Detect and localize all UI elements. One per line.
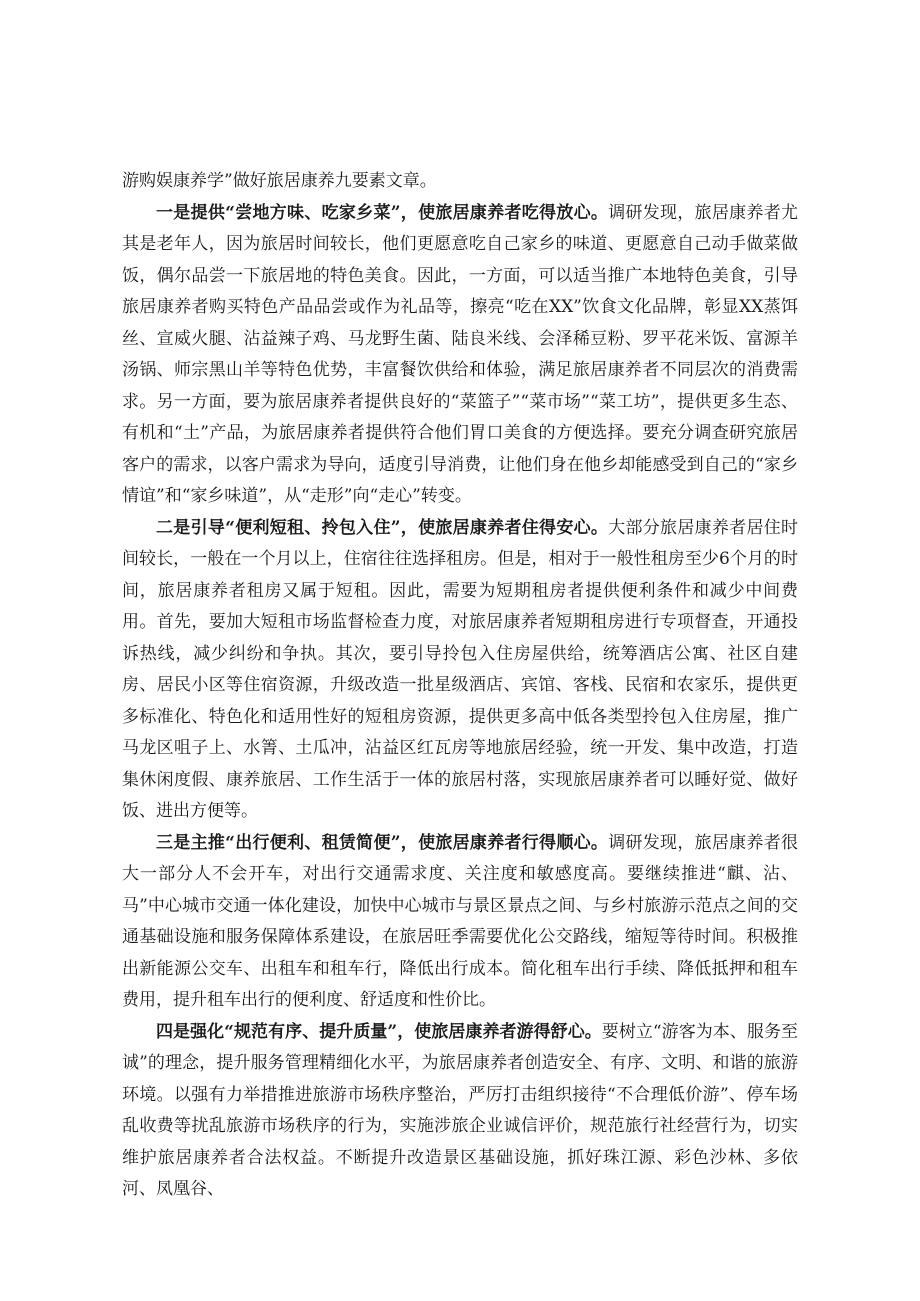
paragraph-food [122, 198, 798, 513]
document-body [122, 166, 798, 1206]
paragraph-lead: 四是强化“规范有序、提升质量”，使旅居康养者游得舒心。 [156, 1021, 602, 1042]
paragraph-transport [122, 828, 798, 1017]
paragraph-tourism [122, 1017, 798, 1206]
paragraph-text: 调研发现，旅居康养者很大一部分人不会开车，对出行交通需求度、关注度和敏感度高。要继续推进“麒、沾、马”中心城市交通一体化建设，加快中心城市与景区景点之间、与乡村旅游示范点之间的交通基础设施和服务保障体系建设，在旅居旺季需要优化公交路线，缩短等待时间。积极推出新能源公交车、出租车和租车行，降低出行成本。简化租车出行手续、降低抵押和租车费用，提升租车出行的便利度、舒适度和性价比。 [122, 832, 799, 1010]
paragraph-text: 游购娱康养学”做好旅居康养九要素文章。 [122, 171, 437, 191]
paragraph-housing [122, 513, 798, 828]
paragraph-text: 调研发现，旅居康养者尤其是老年人，因为旅居时间较长，他们更愿意吃自己家乡的味道、更愿意自己动手做菜做饭，偶尔品尝一下旅居地的特色美食。因此，一方面，可以适当推广本地特色美食，引导旅居康养者购买特色产品品尝或作为礼品等，擦亮“吃在XX”饮食文化品牌，彰显XX蒸饵丝、宣威火腿、沾益辣子鸡、马龙野生菌、陆良米线、会泽稀豆粉、罗平花米饭、富源羊汤锅、师宗黑山羊等特色优势，丰富餐饮供给和体验，满足旅居康养者不同层次的消费需求。另一方面，要为旅居康养者提供良好的“菜篮子”“菜市场”“菜工坊”，提供更多生态、有机和“土”产品，为旅居康养者提供符合他们胃口美食的方便选择。要充分调查研究旅居客户的需求，以客户需求为导向，适度引导消费，让他们身在他乡却能感受到自己的“家乡情谊”和“家乡味道”，从“走形”向“走心”转变。 [122, 202, 799, 506]
paragraph-text: 大部分旅居康养者居住时间较长，一般在一个月以上，住宿往往选择租房。但是，相对于一般性租房至少6个月的时间，旅居康养者租房又属于短租。因此，需要为短期租房者提供便利条件和减少中间费用。首先，要加大短租市场监督检查力度，对旅居康养者短期租房进行专项督查，开通投诉热线，减少纠纷和争执。其次，要引导拎包入住房屋供给，统筹酒店公寓、社区自建房、居民小区等住宿资源，升级改造一批星级酒店、宾馆、客栈、民宿和农家乐，提供更多标准化、特色化和适用性好的短租房资源，提供更多高中低各类型拎包入住房屋，推广马龙区咀子上、水箐、土瓜冲，沾益区红瓦房等地旅居经验，统一开发、集中改造，打造集休闲度假、康养旅居、工作生活于一体的旅居村落，实现旅居康养者可以睡好觉、做好饭、进出方便等。 [122, 517, 799, 821]
paragraph-lead: 一是提供“尝地方味、吃家乡菜”，使旅居康养者吃得放心。 [156, 202, 609, 223]
paragraph-lead: 三是主推“出行便利、租赁简便”，使旅居康养者行得顺心。 [156, 832, 609, 853]
paragraph-lead: 二是引导“便利短租、拎包入住”，使旅居康养者住得安心。 [156, 517, 609, 538]
paragraph-intro-continuation [122, 166, 798, 198]
paragraph-text: 要树立“游客为本、服务至诚”的理念，提升服务管理精细化水平，为旅居康养者创造安全、有序、文明、和谐的旅游环境。以强有力举措推进旅游市场秩序整治，严厉打击组织接待“不合理低价游”、停车场乱收费等扰乱旅游市场秩序的行为，实施涉旅企业诚信评价，规范旅行社经营行为，切实维护旅居康养者合法权益。不断提升改造景区基础设施，抓好珠江源、彩色沙林、多依河、凤凰谷、 [122, 1021, 798, 1199]
